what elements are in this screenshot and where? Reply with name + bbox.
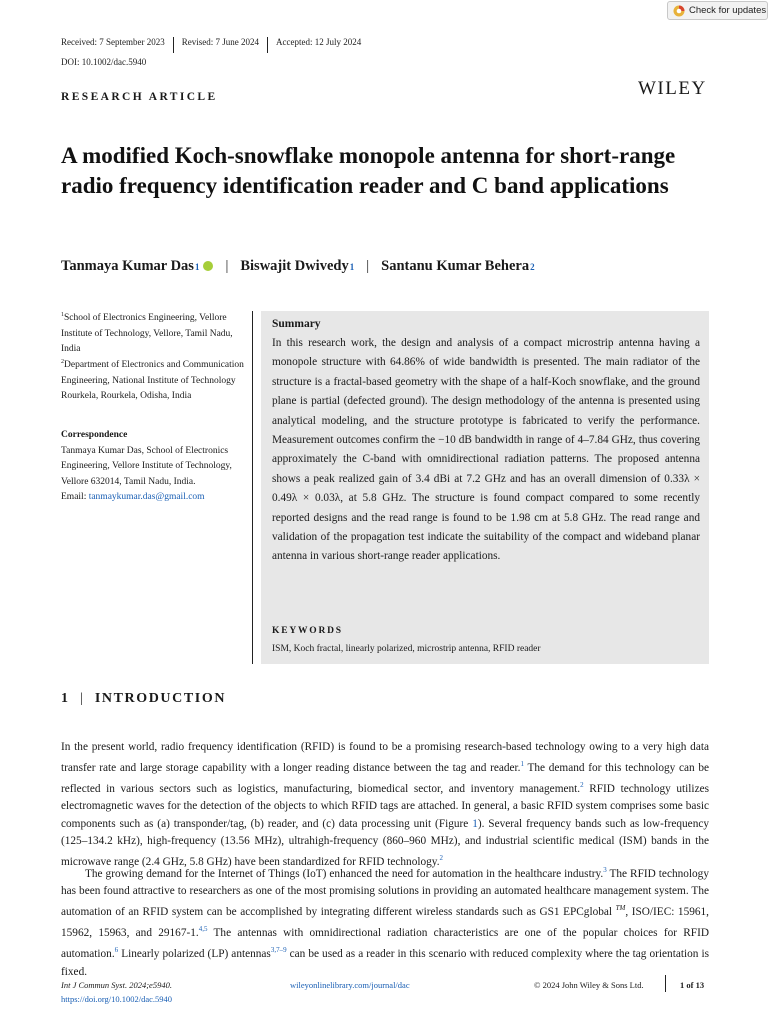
author-affiliation-ref[interactable]: 2 bbox=[530, 262, 535, 272]
email-link[interactable]: tanmaykumar.das@gmail.com bbox=[88, 492, 205, 502]
section-separator: | bbox=[80, 691, 83, 706]
citation-ref[interactable]: 3 bbox=[603, 866, 607, 874]
date-separator bbox=[173, 37, 174, 53]
citation-ref[interactable]: 1 bbox=[520, 760, 524, 769]
date-separator bbox=[267, 37, 268, 53]
revised-date: Revised: 7 June 2024 bbox=[181, 37, 259, 47]
check-for-updates-button[interactable] bbox=[667, 1, 768, 20]
paragraph-text: The RFID technology has been found attractive to researchers as one of the most promising solutions in providing an automated healthcare management system. The automation of an RFID system can be accomplished by integrating different wireless standards such as GS1 EPCglobal bbox=[61, 867, 709, 919]
keywords-heading: KEYWORDS bbox=[272, 626, 343, 636]
summary-divider bbox=[252, 311, 253, 664]
correspondence-text: Tanmaya Kumar Das, School of Electronics Engineering, Vellore Institute of Technology, Vellore 632014, Tamil Nadu, India. bbox=[61, 445, 232, 487]
article-type: RESEARCH ARTICLE bbox=[61, 91, 218, 103]
section-title: INTRODUCTION bbox=[94, 691, 227, 706]
author-affiliation-ref[interactable]: 1 bbox=[194, 262, 200, 272]
paragraph-text: The demand for this technology can be reflected in various sectors such as logistics, manufacturing, biomedical sector, and inventory management. bbox=[61, 762, 710, 796]
article-title: A modified Koch-snowflake monopole antenna for short-range radio frequency identification reader and C band applications bbox=[61, 143, 676, 198]
paragraph-text: The growing demand for the Internet of Things (IoT) enhanced the need for automation in the healthcare industry. bbox=[85, 867, 604, 880]
section-number: 1 bbox=[61, 691, 68, 706]
paragraph-text: Linearly polarized (LP) antennas bbox=[118, 948, 271, 961]
paragraph-text: RFID technology utilizes electromagnetic waves for the detection of the objects to which RFID tags are attached. In general, a basic RFID system comprises some basic components such as (a) transponder/tag, (b) reader, and (c) data processing unit (Figure bbox=[61, 783, 709, 830]
correspondence-block bbox=[61, 428, 246, 506]
page-number: 1 of 13 bbox=[680, 980, 705, 990]
affiliation-number: 2 bbox=[61, 359, 64, 365]
affiliation-number: 1 bbox=[61, 312, 64, 318]
received-date: Received: 7 September 2023 bbox=[61, 37, 165, 47]
publisher-logo: WILEY bbox=[638, 78, 707, 99]
author-name[interactable]: Santanu Kumar Behera bbox=[381, 258, 530, 274]
check-for-updates-label: Check for updates bbox=[689, 5, 767, 16]
author-name[interactable]: Tanmaya Kumar Das bbox=[61, 258, 194, 274]
footer-site-link[interactable]: wileyonlinelibrary.com/journal/dac bbox=[290, 980, 410, 990]
affiliation-text: Department of Electronics and Communication Engineering, National Institute of Technology Rourkela, Rourkela, Odisha, India bbox=[61, 360, 244, 402]
footer-doi-link[interactable]: https://doi.org/10.1002/dac.5940 bbox=[61, 994, 173, 1004]
citation-ref[interactable]: 4,5 bbox=[198, 925, 208, 934]
footer-journal-text: Int J Commun Syst. 2024;e5940. bbox=[61, 980, 172, 990]
paragraph-text: The antennas with omnidirectional radiation characteristics are one of the popular choices for RFID automation. bbox=[61, 927, 709, 961]
summary-text: In this research work, the design and analysis of a compact microstrip antenna having a monopole structure with 64.86% of wide bandwidth is presented. The main radiator of the structure is a fractal-based geometry with the shape of a half-Koch snowflake, and the ground plane is partial (defected ground). The design methodology of the antenna is presented using analytical modeling, and the structure prototype is fabricated to verify the performance. Measurement outcomes confirm the −10 dB bandwidth in range of 4–7.84 GHz, thus covering approximately the C-band with omnidirectional radiation patterns. The proposed antenna shows a peak realized gain of 3.4 dBi at 7.2 GHz and has an overall dimension of 0.33λ × 0.49λ × 0.03λ, at 5.8 GHz. The structure is found compact compared to some recently reported designs and the read range is found to be 1.98 cm at 5.8 GHz. The read range and validation of the propagation test indicate the suitability of the compact and wideband planar antenna in various short-range reader applications. bbox=[272, 337, 700, 563]
summary-heading: Summary bbox=[272, 318, 321, 330]
accepted-date: Accepted: 12 July 2024 bbox=[275, 37, 362, 47]
citation-ref[interactable]: 2 bbox=[439, 854, 444, 863]
author-name[interactable]: Biswajit Dwivedy bbox=[240, 258, 349, 274]
figure-ref[interactable]: 1 bbox=[472, 817, 478, 830]
orcid-icon[interactable] bbox=[203, 261, 213, 271]
intro-paragraph-1 bbox=[61, 739, 709, 871]
citation-ref[interactable]: 3,7–9 bbox=[270, 946, 287, 955]
affiliation-1 bbox=[61, 308, 246, 358]
footer-copyright: © 2024 John Wiley & Sons Ltd. bbox=[534, 980, 644, 990]
footer-journal bbox=[61, 980, 172, 990]
paragraph-text: , ISO/IEC: 15961, 15962, 15963, and 29167-1. bbox=[61, 906, 709, 940]
author-list bbox=[61, 258, 535, 275]
author-separator: | bbox=[366, 258, 370, 274]
article-doi: DOI: 10.1002/dac.5940 bbox=[61, 57, 147, 67]
keywords-list: ISM, Koch fractal, linearly polarized, microstrip antenna, RFID reader bbox=[272, 644, 541, 654]
footer-divider bbox=[665, 975, 666, 992]
paragraph-text: can be used as a reader in this scenario with reduced complexity where the tag orientation is fixed. bbox=[61, 948, 709, 978]
paragraph-text: ). Several frequency bands such as low-frequency (125–134.2 kHz), high-frequency (13.56 MHz), ultrahigh-frequency (860–960 MHz), and industrial scientific medical (ISM) bands in the microwave range (2.4 GHz, 5.8 GHz) have been standardized for RFID technology. bbox=[61, 817, 710, 869]
update-icon bbox=[673, 5, 685, 17]
correspondence-heading: Correspondence bbox=[61, 430, 128, 440]
affiliation-text: School of Electronics Engineering, Vellore Institute of Technology, Vellore, Tamil Nadu, India bbox=[61, 313, 233, 355]
intro-paragraph-2 bbox=[61, 862, 709, 981]
email-label: Email: bbox=[61, 492, 87, 502]
correspondence-email-line bbox=[61, 490, 246, 506]
section-heading bbox=[61, 691, 226, 707]
citation-ref[interactable]: 6 bbox=[114, 946, 119, 955]
affiliation-2 bbox=[61, 355, 246, 405]
article-dates bbox=[61, 37, 361, 53]
paragraph-text: In the present world, radio frequency identification (RFID) is found to be a promising research-based technology owing to a very high data transfer rate and large storage capability with a longer reading distance between the tag and reader. bbox=[61, 741, 709, 775]
author-affiliation-ref[interactable]: 1 bbox=[349, 262, 355, 272]
author-separator: | bbox=[225, 258, 229, 274]
citation-ref[interactable]: 2 bbox=[580, 781, 584, 790]
trademark-mark: TM bbox=[615, 904, 626, 913]
